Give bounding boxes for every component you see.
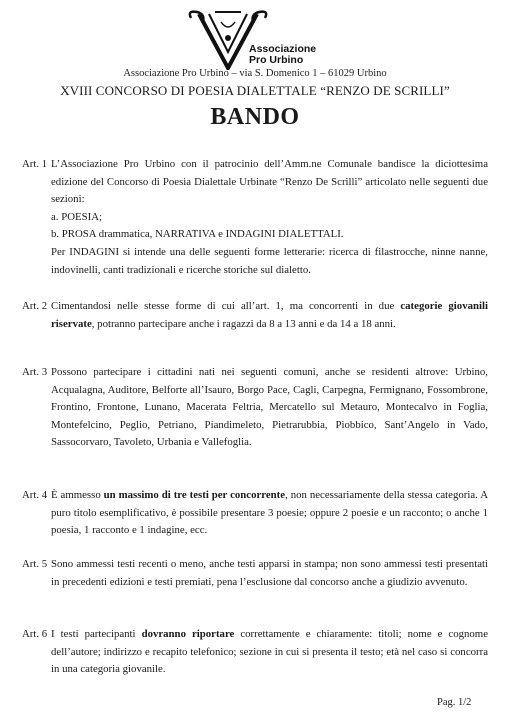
contest-title: XVIII CONCORSO DI POESIA DIALETTALE “RENZO DE SCRILLI” [60, 83, 450, 98]
org-name-line1: Associazione [249, 43, 317, 55]
article-text: Cimentandosi nelle stesse forme di cui all’art. 1, ma concorrenti in due [51, 300, 401, 312]
article-number: Art. 2 [22, 300, 48, 312]
article-number: Art. 6 [22, 628, 48, 640]
org-name-line2: Pro Urbino [249, 54, 304, 66]
article-5 [22, 556, 488, 591]
article-paragraph: a. POESIA; [51, 210, 102, 223]
article-emphasis: categorie giovanili riservate [51, 300, 488, 330]
article-text: correttamente e chiaramente: titoli; nome e cognome dell’autore; indirizzo e recapito telefonico; sezione in cui si presenta il testo; età nel caso si concorra in una categoria giovanile. [51, 628, 488, 676]
article-body [51, 487, 488, 540]
article-text: , potranno partecipare anche i ragazzi da 8 a 13 anni e da 14 a 18 anni. [91, 317, 396, 330]
article-paragraph: b. PROSA drammatica, NARRATIVA e INDAGINI DIALETTALI. [51, 228, 344, 241]
article-body: Sono ammessi testi recenti o meno, anche testi apparsi in stampa; non sono ammessi testi presentati in precedenti edizioni e testi premiati, pena l’esclusione dal concorso anche a giudizio avvenuto. [51, 558, 488, 588]
address-line: Associazione Pro Urbino – via S. Domenico 1 – 61029 Urbino [123, 68, 387, 79]
article-body [51, 298, 488, 333]
article-2 [22, 298, 488, 333]
article-text: , non necessariamente della stessa categoria. A puro titolo esemplificativo, è possibile presentare 3 poesie; oppure 2 poesie e un racconto; o anche 1 poesia, 1 racconto e 1 indagine, ecc. [51, 489, 488, 537]
article-paragraph: L’Associazione Pro Urbino con il patrocinio dell’Amm.ne Comunale bandisce la diciottesima edizione del Concorso di Poesia Dialettale Urbinate “Renzo De Scrilli” articolato nelle seguenti due sezioni: [51, 158, 488, 206]
article-1 [22, 156, 488, 279]
document-heading: BANDO [210, 104, 300, 130]
article-body: Possono partecipare i cittadini nati nei seguenti comuni, anche se residenti altrove: Urbino, Acqualagna, Auditore, Belforte all’Isauro, Borgo Pace, Cagli, Carpegna, Fermignano, Fossombrone, Frontino, Frontone, Lunano, Macerata Feltria, Mercatello sul Metauro, Montecalvo in Foglia, Montefelcino, Peglio, Petriano, Piandimeleto, Pietrarubbia, Piobbico, Sant’Angelo in Vado, Sassocorvaro, Tavoleto, Urbania e Vallefoglia. [51, 366, 488, 449]
org-name [249, 44, 316, 66]
logo [185, 8, 325, 70]
article-6 [22, 626, 488, 679]
article-number: Art. 5 [22, 558, 48, 570]
article-emphasis: un massimo di tre testi per concorrente [103, 489, 286, 501]
article-text: È ammesso [51, 489, 104, 501]
article-emphasis: dovranno riportare [141, 628, 235, 640]
article-number: Art. 3 [22, 366, 48, 378]
article-text: I testi partecipanti [51, 628, 142, 640]
article-number: Art. 4 [22, 489, 48, 501]
article-body [51, 626, 488, 679]
article-3 [22, 364, 488, 452]
article-number: Art. 1 [22, 158, 48, 170]
page-number: Pag. 1/2 [437, 697, 472, 708]
article-body [51, 156, 488, 279]
article-paragraph: Per INDAGINI si intende una delle seguenti forme letterarie: ricerca di filastrocche, ninne nanne, indovinelli, canti tradizionali e ricerche storiche sul dialetto. [51, 245, 488, 276]
article-4 [22, 487, 488, 540]
